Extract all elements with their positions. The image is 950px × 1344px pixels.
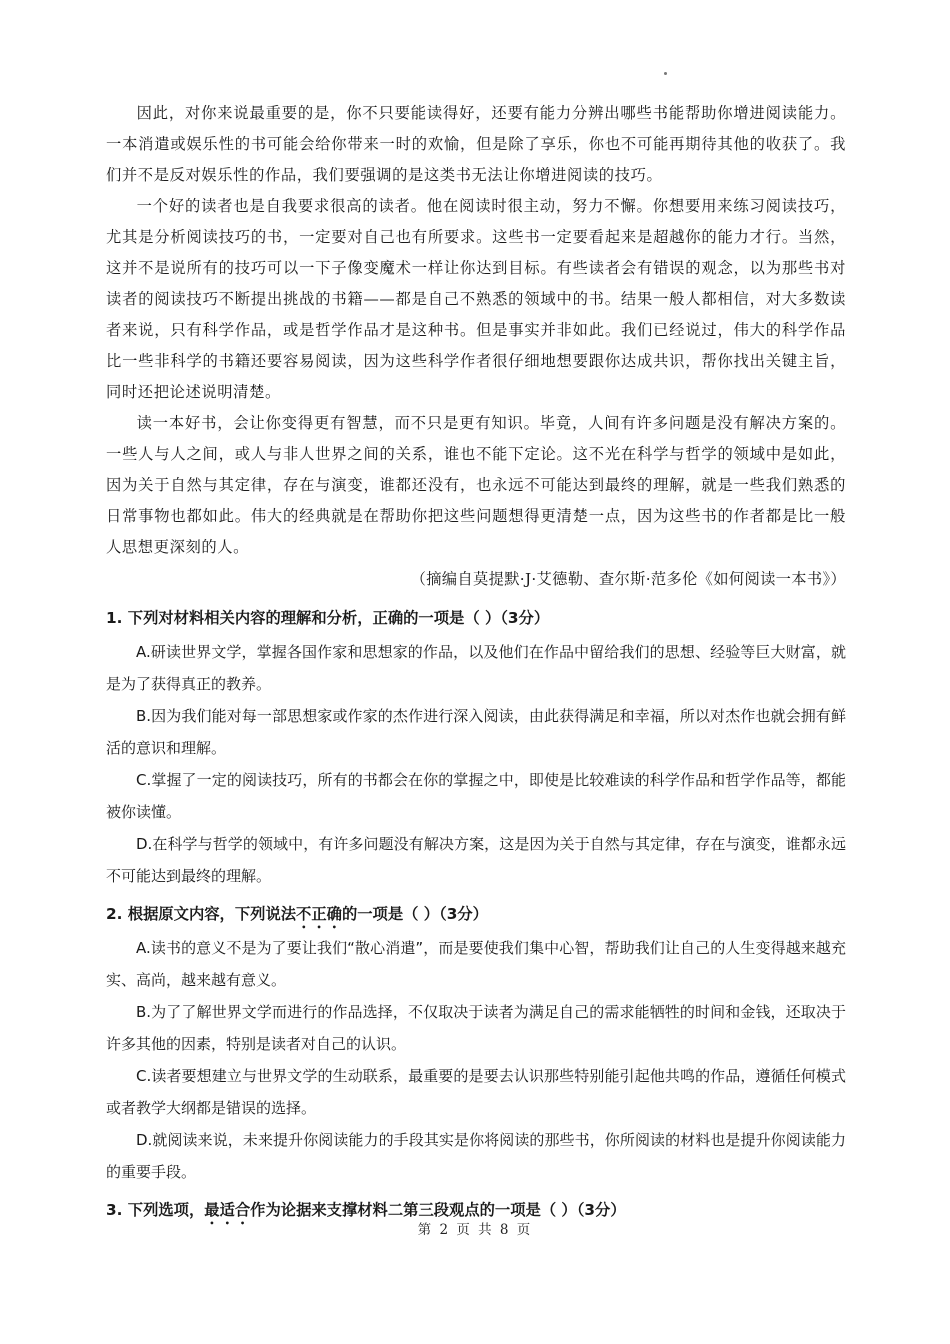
page-content (106, 98, 846, 1228)
question-3-emphasis: 最适合 (204, 1201, 251, 1219)
question-1-text: 1. 下列对材料相关内容的理解和分析，正确的一项是 (106, 609, 465, 627)
question-2-option-a: A.读书的意义不是为了要让我们“散心消遣”，而是要使我们集中心智，帮助我们让自己的人生变得越来越充实、高尚，越来越有意义。 (106, 939, 846, 989)
question-2-tail: 的一项是（ ）（3分） (341, 905, 488, 923)
passage-paragraph-2: 一个好的读者也是自我要求很高的读者。他在阅读时很主动，努力不懈。你想要用来练习阅读技巧，尤其是分析阅读技巧的书，一定要对自己也有所要求。这些书一定要看起来是超越你的能力才行。当然，这并不是说所有的技巧可以一下子像变魔术一样让你达到目标。有些读者会有错误的观念，以为那些书对读者的阅读技巧不断提出挑战的书籍——都是自己不熟悉的领域中的书。结果一般人都相信，对大多数读者来说，只有科学作品，或是哲学作品才是这种书。但是事实并非如此。我们已经说过，伟大的科学作品比一些非科学的书籍还要容易阅读，因为这些科学作者很仔细地想要跟你达成共识，帮你找出关键主旨，同时还把论述说明清楚。 (106, 197, 846, 401)
passage-paragraph-3: 读一本好书，会让你变得更有智慧，而不只是更有知识。毕竟，人间有许多问题是没有解决方案的。一些人与人之间，或人与非人世界之间的关系，谁也不能下定论。这不光在科学与哲学的领域中是如此，因为关于自然与其定律，存在与演变，谁都还没有，也永远不可能达到最终的理解，就是一些我们熟悉的日常事物也都如此。伟大的经典就是在帮助你把这些问题想得更清楚一点，因为这些书的作者都是比一般人思想更深刻的人。 (106, 414, 846, 556)
question-1-option-d: D.在科学与哲学的领域中，有许多问题没有解决方案，这是因为关于自然与其定律，存在与演变，谁都永远不可能达到最终的理解。 (106, 835, 846, 885)
question-2-emphasis: 不正确 (296, 905, 342, 923)
question-2-stem (106, 900, 846, 932)
question-2-option-c: C.读者要想建立与世界文学的生动联系，最重要的是要去认识那些特别能引起他共鸣的作品，遵循任何模式或者教学大纲都是错误的选择。 (106, 1067, 846, 1117)
question-1-stem (106, 604, 846, 636)
question-1-option-b: B.因为我们能对每一部思想家或作家的杰作进行深入阅读，由此获得满足和幸福，所以对杰作也就会拥有鲜活的意识和理解。 (106, 707, 846, 757)
question-2-option-d: D.就阅读来说，未来提升你阅读能力的手段其实是你将阅读的那些书，你所阅读的材料也是提升你阅读能力的重要手段。 (106, 1131, 846, 1181)
question-3-text: 3. 下列选项， (106, 1201, 205, 1219)
question-1-option-a: A.研读世界文学，掌握各国作家和思想家的作品，以及他们在作品中留给我们的思想、经验等巨大财富，就是为了获得真正的教养。 (106, 643, 846, 693)
question-2-option-b: B.为了了解世界文学而进行的作品选择，不仅取决于读者为满足自己的需求能牺牲的时间和金钱，还取决于许多其他的因素，特别是读者对自己的认识。 (106, 1003, 846, 1053)
passage-paragraph-1: 因此，对你来说最重要的是，你不只要能读得好，还要有能力分辨出哪些书能帮助你增进阅读能力。一本消遣或娱乐性的书可能会给你带来一时的欢愉，但是除了享乐，你也不可能再期待其他的收获了。我们并不是反对娱乐性的作品，我们要强调的是这类书无法让你增进阅读的技巧。 (106, 104, 846, 184)
scan-dot (664, 72, 667, 75)
question-1-tail: （ ）（3分） (464, 609, 550, 627)
page-footer: 第 2 页 共 8 页 (417, 1222, 533, 1238)
passage-source: （摘编自莫提默·J·艾德勒、查尔斯·范多伦《如何阅读一本书》） (410, 570, 846, 588)
question-3-tail: 作为论据来支撑材料二第三段观点的一项是（ ）（3分） (250, 1201, 626, 1219)
question-1-option-c: C.掌握了一定的阅读技巧，所有的书都会在你的掌握之中，即使是比较难读的科学作品和哲学作品等，都能被你读懂。 (106, 771, 846, 821)
question-2-text: 2. 根据原文内容，下列说法 (106, 905, 297, 923)
